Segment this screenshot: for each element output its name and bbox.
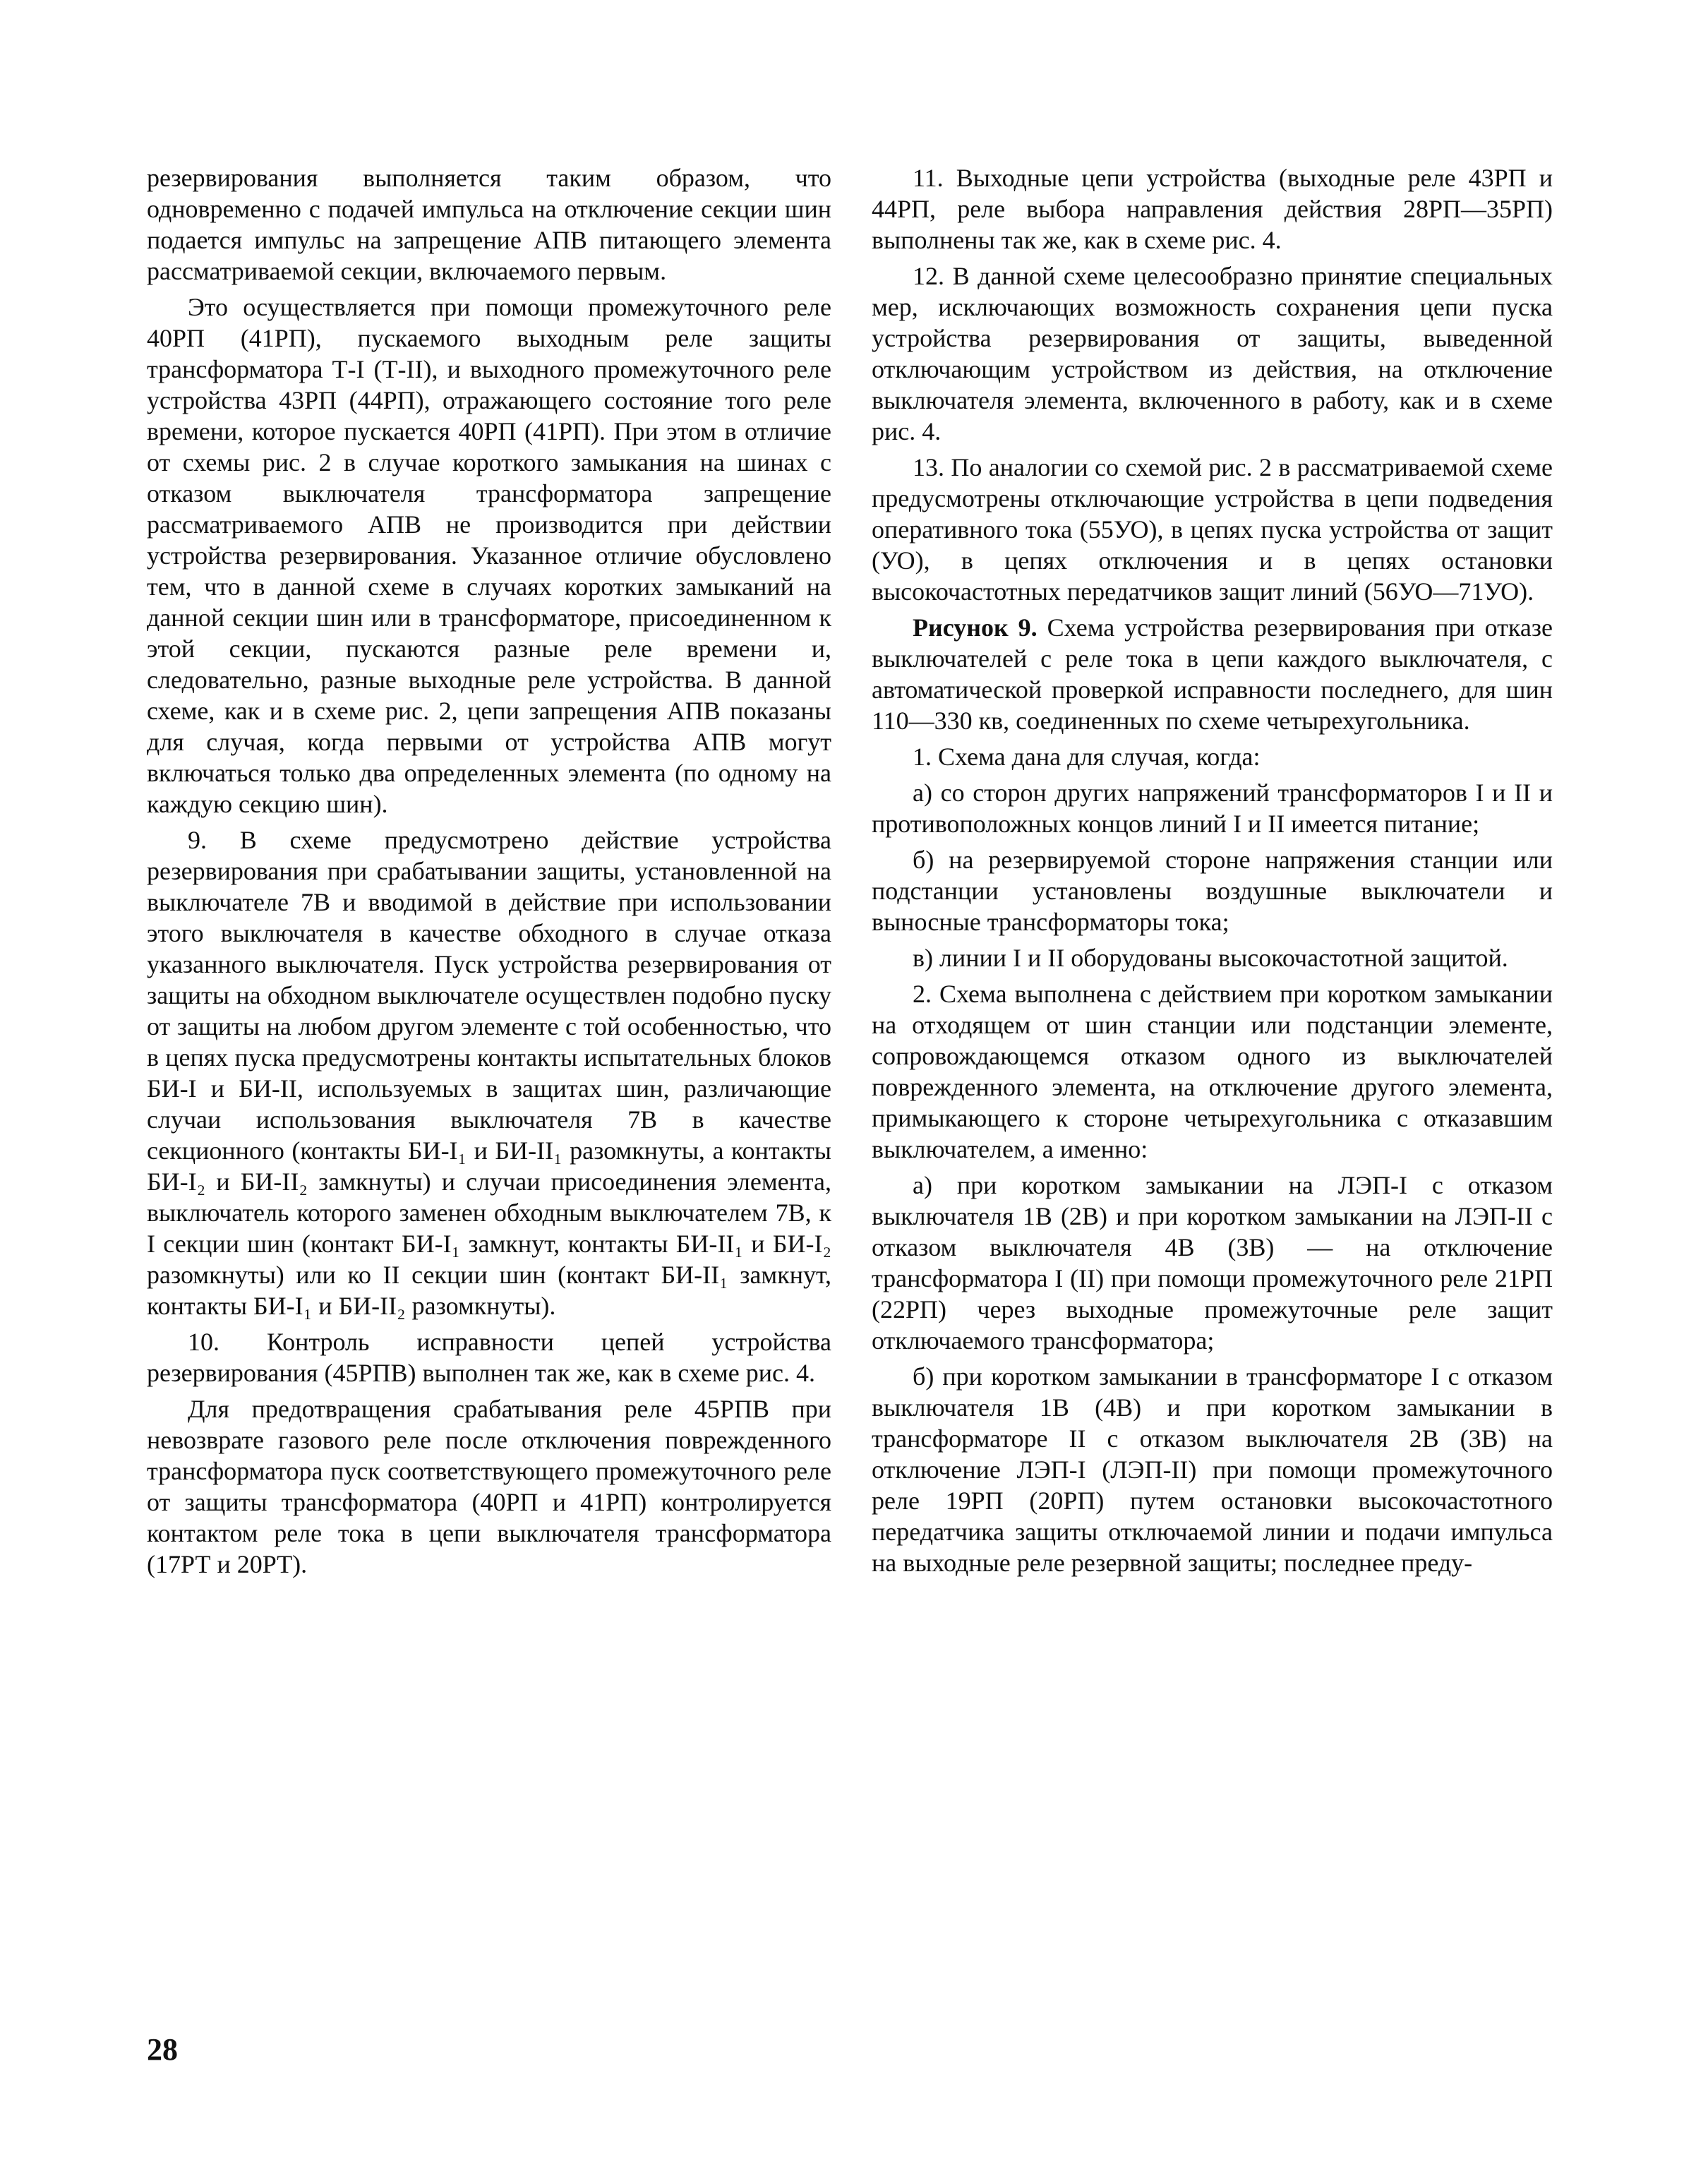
paragraph: а) со сторон других напряжений трансформаторов I и II и противоположных концов линий I и II имеется питание;: [872, 779, 1553, 838]
paragraph: 1. Схема дана для случая, когда:: [913, 743, 1261, 771]
figure-caption-text: Схема устройства резервирования при отказе выключателей с реле тока в цепи каждого выключателя, с автоматической проверкой исправности последнего, для шин 110—330 кв, соединенных по схеме четырехугольника.: [872, 613, 1553, 735]
page-number: 28: [147, 2032, 178, 2067]
paragraph: 12. В данной схеме целесообразно принятие специальных мер, исключающих возможность сохранения цепи пуска устройства резервирования от защиты, выведенной отключающим устройством из действия, на отключение выключателя элемента, включенного в работу, как и в схеме рис. 4.: [872, 262, 1553, 445]
figure-caption-label: Рисунок 9.: [913, 613, 1038, 642]
paragraph: б) на резервируемой стороне напряжения станции или подстанции установлены воздушные выключатели и выносные трансформаторы тока;: [872, 846, 1553, 936]
paragraph: 2. Схема выполнена с действием при коротком замыкании на отходящем от шин станции или подстанции элементе, сопровождающемся отказом одного из выключателей поврежденного элемента, на отключение другого элемента, примыкающего к стороне четырехугольника с отказавшим выключателем, а именно:: [872, 980, 1553, 1163]
paragraph: резервирования выполняется таким образом, что одновременно с подачей импульса на отключение секции шин подается импульс на запрещение АПВ питающего элемента рассматриваемой секции, включаемого первым.: [147, 164, 831, 285]
left-column: [147, 162, 831, 1585]
paragraph: 13. По аналогии со схемой рис. 2 в рассматриваемой схеме предусмотрены отключающие устройства в цепи подведения оперативного тока (55УО), в цепях пуска устройства от защит (УО), в цепях отключения и в цепях остановки высокочастотных передатчиков защит линий (56УО—71УО).: [872, 453, 1553, 606]
right-column: [872, 162, 1553, 1583]
paragraph: в) линии I и II оборудованы высокочастотной защитой.: [913, 944, 1508, 972]
paragraph: б) при коротком замыкании в трансформаторе I с отказом выключателя 1В (4В) и при коротком замыкании в трансформаторе II с отказом выключателя 2В (3В) на отключение ЛЭП-I (ЛЭП-II) при помощи промежуточного реле 19РП (20РП) путем остановки высокочастотного передатчика защиты отключаемой линии и подачи импульса на выходные реле резервной защиты; последнее преду-: [872, 1362, 1553, 1577]
paragraph: а) при коротком замыкании на ЛЭП-I с отказом выключателя 1В (2В) и при коротком замыкании на ЛЭП-II с отказом выключателя 4В (3В) — на отключение трансформатора I (II) при помощи промежуточного реле 21РП (22РП) через выходные промежуточные реле защит отключаемого трансформатора;: [872, 1171, 1553, 1355]
paragraph: Для предотвращения срабатывания реле 45РПВ при невозврате газового реле после отключения поврежденного трансформатора пуск соответствующего промежуточного реле от защиты трансформатора (40РП и 41РП) контролируется контактом реле тока в цепи выключателя трансформатора (17РТ и 20РТ).: [147, 1395, 831, 1578]
paragraph: 11. Выходные цепи устройства (выходные реле 43РП и 44РП, реле выбора направления действия 28РП—35РП) выполнены так же, как в схеме рис. 4.: [872, 164, 1553, 254]
paragraph: Это осуществляется при помощи промежуточного реле 40РП (41РП), пускаемого выходным реле защиты трансформатора Т-I (Т-II), и выходного промежуточного реле устройства 43РП (44РП), отражающего состояние того реле времени, которое пускается 40РП (41РП). При этом в отличие от схемы рис. 2 в случае короткого замыкания на шинах с отказом выключателя трансформатора запрещение рассматриваемого АПВ не производится при действии устройства резервирования. Указанное отличие обусловлено тем, что в данной схеме в случаях коротких замыканий на данной секции шин или в трансформаторе, присоединенном к этой секции, пускаются разные реле времени и, следовательно, разные выходные реле устройства. В данной схеме, как и в схеме рис. 2, цепи запрещения АПВ показаны для случая, когда первыми от устройства АПВ могут включаться только два определенных элемента (по одному на каждую секцию шин).: [147, 293, 831, 818]
figure-caption: [872, 612, 1553, 736]
paragraph: 10. Контроль исправности цепей устройства резервирования (45РПВ) выполнен так же, как в схеме рис. 4.: [147, 1328, 831, 1387]
paragraph: 9. В схеме предусмотрено действие устройства резервирования при срабатывании защиты, установленной на выключателе 7В и вводимой в действие при использовании этого выключателя в качестве обходного в случае отказа указанного выключателя. Пуск устройства резервирования от защиты на обходном выключателе осуществлен подобно пуску от защиты на любом другом элементе с той особенностью, что в цепях пуска предусмотрены контакты испытательных блоков БИ-I и БИ-II, используемых в защитах шин, различающие случаи использования выключателя 7В в качестве секционного (контакты БИ-I₁ и БИ-II₁ разомкнуты, а контакты БИ-I₂ и БИ-II₂ замкнуты) и случаи присоединения элемента, выключатель которого заменен обходным выключателем 7В, к I секции шин (контакт БИ-I₁ замкнут, контакты БИ-II₁ и БИ-I₂ разомкнуты) или ко II секции шин (контакт БИ-II₁ замкнут, контакты БИ-I₁ и БИ-II₂ разомкнуты).: [147, 826, 831, 1320]
